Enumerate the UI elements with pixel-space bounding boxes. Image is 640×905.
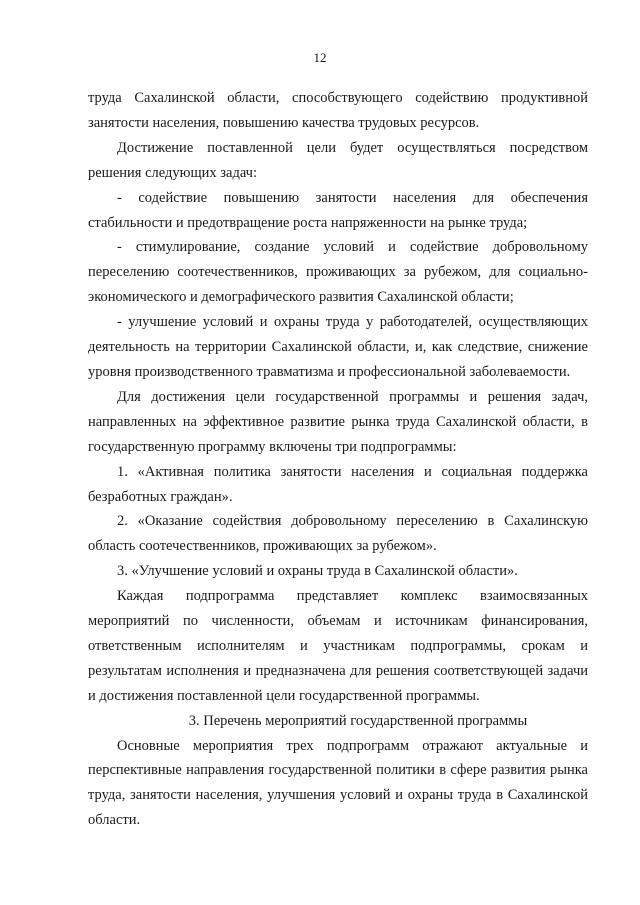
paragraph-subprograms-intro: Для достижения цели государственной программы и решения задач, направленных на эффективное развитие рынка труда Сахалинской области, в государственную программу включены три подпрограммы: (88, 388, 588, 455)
task-item-employment: - содействие повышению занятости населения для обеспечения стабильности и предотвращение роста напряженности на рынке труда; (88, 189, 588, 231)
subprogram-item-1: 1. «Активная политика занятости населения и социальная поддержка безработных граждан». (88, 463, 588, 505)
page-number: 12 (313, 50, 327, 65)
task-item-labor-safety: - улучшение условий и охраны труда у работодателей, осуществляющих деятельность на территории Сахалинской области, и, как следствие, снижение уровня производственного травматизма и профессиональной заболеваемости. (88, 314, 588, 380)
section-paragraph: Основные мероприятия трех подпрограмм отражают актуальные и перспективные направления государственной политики в сфере развития рынка труда, занятости населения, улучшения условий и охраны труда в Сахалинской области. (88, 737, 588, 829)
document-body (88, 86, 588, 833)
subprogram-item-2: 2. «Оказание содействия добровольному переселению в Сахалинскую область соотечественников, проживающих за рубежом». (88, 513, 588, 555)
subprogram-item-3: 3. «Улучшение условий и охраны труда в Сахалинской области». (117, 563, 518, 580)
section-heading: 3. Перечень мероприятий государственной программы (188, 712, 528, 729)
task-item-resettlement: - стимулирование, создание условий и содействие добровольному переселению соотечественников, проживающих за рубежом, для социально-экономического и демографического развития Сахалинской области; (88, 239, 588, 306)
paragraph-subprogram-description: Каждая подпрограмма представляет комплекс взаимосвязанных мероприятий по численности, объемам и источникам финансирования, ответственным исполнителям и участникам подпрограммы, срокам и результатам исполнения и предназначена для решения соответствующей задачи и достижения поставленной цели государственной программы. (88, 588, 588, 704)
paragraph-tasks-intro: Достижение поставленной цели будет осуществляться посредством решения следующих задач: (88, 139, 588, 181)
paragraph-goal-continuation: труда Сахалинской области, способствующего содействию продуктивной занятости населения, повышению качества трудовых ресурсов. (88, 90, 588, 131)
